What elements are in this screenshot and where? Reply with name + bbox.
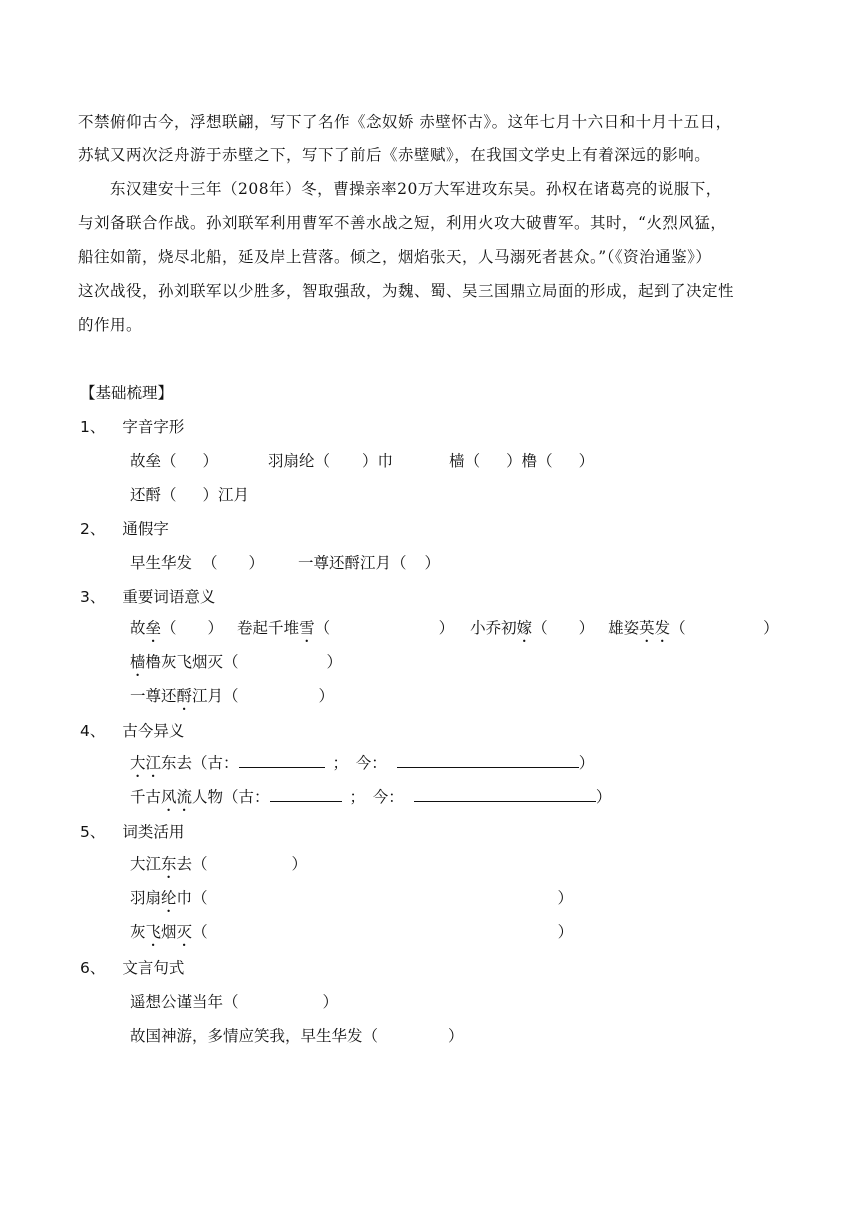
q-text: ） xyxy=(326,653,343,671)
item-1-row-2 xyxy=(130,483,249,505)
passage-line-5: 船往如箭，烧尽北船，延及岸上营落。倾之，烟焰张天，人马溺死者甚众。”（《资治通鉴》） xyxy=(78,248,712,266)
q-text: ） xyxy=(506,452,522,470)
q-text: 橹（ xyxy=(521,452,553,470)
q-text: 还酹（ xyxy=(130,486,177,504)
item-3-row-1 xyxy=(130,616,779,646)
q-text: ） xyxy=(291,855,308,873)
dotted-char: 飞 xyxy=(145,923,162,941)
q-text: ； 今： xyxy=(332,754,387,772)
item-3-row-2 xyxy=(130,650,342,680)
item-number: 1、 xyxy=(80,418,106,436)
item-1-row-1 xyxy=(130,449,594,471)
q-text: 江月（ xyxy=(192,687,239,705)
q-text: ）巾 xyxy=(362,452,394,470)
q-text: 巾（ xyxy=(176,889,208,907)
q-text: （ ） xyxy=(314,619,455,637)
answer-blank[interactable] xyxy=(397,753,579,768)
q-text: （ ） xyxy=(202,554,265,572)
item-number: 5、 xyxy=(80,823,106,841)
item-5-row-1 xyxy=(130,852,307,882)
q-text: ） xyxy=(448,1027,464,1045)
item-4-row-1 xyxy=(130,751,594,781)
q-text: 千古 xyxy=(130,788,162,806)
item-number: 2、 xyxy=(80,520,106,538)
item-4-row-2 xyxy=(130,785,611,815)
q-text: 樯（ xyxy=(449,452,481,470)
answer-blank[interactable] xyxy=(414,787,596,802)
dotted-char: 英发 xyxy=(639,619,671,637)
dotted-char: 东 xyxy=(161,855,177,873)
item-1-heading xyxy=(80,415,184,437)
q-text: 灰飞烟灭（ xyxy=(161,653,239,671)
q-text: 一尊还 xyxy=(130,687,177,705)
passage-line-7: 的作用。 xyxy=(78,316,143,334)
q-text: 大江 xyxy=(130,855,162,873)
item-4-heading xyxy=(80,719,184,741)
item-3-heading xyxy=(80,585,215,607)
q-text: 故垒（ xyxy=(130,452,177,470)
q-text: ； 今： xyxy=(349,788,404,806)
q-text: ） xyxy=(424,554,441,572)
q-text: 羽扇 xyxy=(130,889,162,907)
item-number: 4、 xyxy=(80,722,106,740)
q-text: 一尊还酹江月（ xyxy=(298,554,407,572)
q-text: 故 xyxy=(130,619,146,637)
passage-line-2: 苏轼又两次泛舟游于赤壁之下，写下了前后《赤壁赋》，在我国文学史上有着深远的影响。 xyxy=(78,146,711,164)
q-text: ） xyxy=(318,687,335,705)
item-title: 词类活用 xyxy=(122,823,185,841)
q-text: ） xyxy=(557,923,574,941)
dotted-char: 酹 xyxy=(176,687,193,705)
passage-line-6: 这次战役，孙刘联军以少胜多，智取强敌，为魏、蜀、吴三国鼎立局面的形成，起到了决定性 xyxy=(78,282,735,300)
q-text: 人物（古： xyxy=(192,788,270,806)
item-6-heading xyxy=(80,956,184,978)
dotted-char: 嫁 xyxy=(516,619,533,637)
q-text: ） xyxy=(578,754,595,772)
q-text: 卷起千堆 xyxy=(237,619,300,637)
item-title: 通假字 xyxy=(122,520,169,538)
q-text: （ ） xyxy=(161,619,224,637)
answer-blank[interactable] xyxy=(239,753,325,768)
q-text: （ xyxy=(192,923,208,941)
q-text: 烟 xyxy=(161,923,177,941)
item-title: 古今异义 xyxy=(122,722,185,740)
item-6-row-2 xyxy=(130,1024,464,1046)
section-title: 【基础梳理】 xyxy=(80,384,174,402)
q-text: ） xyxy=(578,452,595,470)
item-5-heading xyxy=(80,820,184,842)
item-5-row-2 xyxy=(130,886,573,916)
dotted-char: 垒 xyxy=(145,619,162,637)
q-text: ）江月 xyxy=(202,486,250,504)
answer-blank[interactable] xyxy=(270,787,342,802)
item-title: 文言句式 xyxy=(122,959,185,977)
q-text: ） xyxy=(557,889,574,907)
item-3-row-3 xyxy=(130,684,334,714)
q-text: （ ） xyxy=(532,619,595,637)
item-2-row-1 xyxy=(130,551,440,573)
item-2-heading xyxy=(80,517,169,539)
q-text: 灰 xyxy=(130,923,146,941)
passage-line-3: 东汉建安十三年（208年）冬，曹操亲率20万大军进攻东吴。孙权在诸葛亮的说服下， xyxy=(110,180,722,198)
passage-line-4: 与刘备联合作战。孙刘联军利用曹军不善水战之短，利用火攻大破曹军。其时，“火烈风猛， xyxy=(78,214,727,232)
q-text: 东去（古： xyxy=(161,754,239,772)
item-title: 字音字形 xyxy=(122,418,185,436)
q-text: 小乔初 xyxy=(470,619,517,637)
q-text: ） xyxy=(595,788,612,806)
q-text: 遥想公谨当年（ xyxy=(130,993,239,1011)
dotted-char: 风流 xyxy=(161,788,193,806)
item-number: 3、 xyxy=(80,588,106,606)
q-text: 羽扇纶（ xyxy=(268,452,331,470)
dotted-char: 樯 xyxy=(130,653,146,671)
item-5-row-3 xyxy=(130,920,573,950)
item-number: 6、 xyxy=(80,959,106,977)
dotted-char: 灭 xyxy=(176,923,193,941)
item-6-row-1 xyxy=(130,990,338,1012)
dotted-char: 雪 xyxy=(299,619,315,637)
item-title: 重要词语意义 xyxy=(122,588,216,606)
q-text: 故国神游，多情应笑我，早生华发（ xyxy=(130,1027,379,1045)
dotted-char: 大江 xyxy=(130,754,162,772)
q-text: 雄姿 xyxy=(608,619,640,637)
q-text: ） xyxy=(322,993,339,1011)
q-text: ） xyxy=(202,452,219,470)
q-text: （ ） xyxy=(670,619,779,637)
q-text: 早生华发 xyxy=(130,554,193,572)
dotted-char: 纶 xyxy=(161,889,177,907)
q-text: 去（ xyxy=(176,855,208,873)
passage-line-1: 不禁俯仰古今，浮想联翩，写下了名作《念奴娇 赤壁怀古》。这年七月十六日和十月十五日， xyxy=(78,113,732,131)
q-text: 橹 xyxy=(145,653,162,671)
